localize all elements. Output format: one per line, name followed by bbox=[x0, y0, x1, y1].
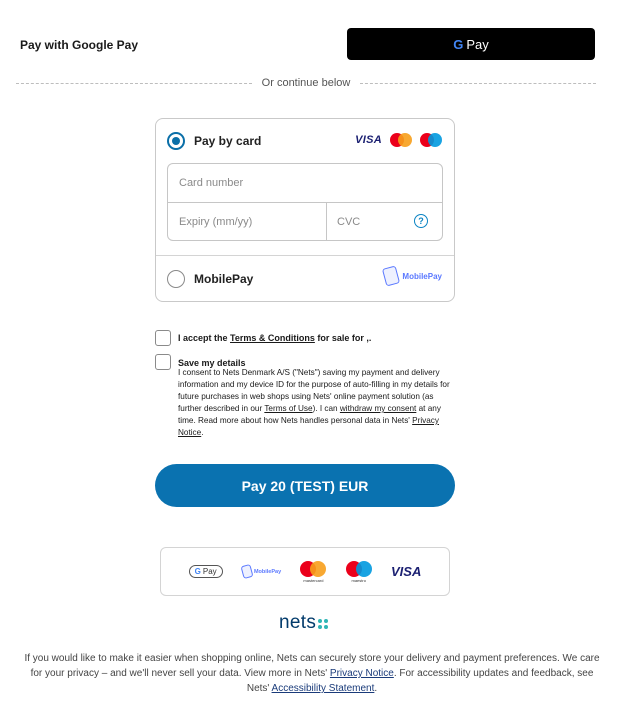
terms-prefix: I accept the bbox=[178, 333, 231, 343]
divider-line-right bbox=[360, 83, 596, 84]
consent-text-3: at any time. Read more about how Nets handles personal data in Nets' bbox=[178, 404, 441, 425]
consent-text-4: . bbox=[201, 428, 204, 437]
save-details-consent-text bbox=[178, 367, 458, 439]
nets-dots-icon bbox=[318, 619, 328, 629]
terms-checkbox[interactable] bbox=[155, 330, 171, 346]
terms-row bbox=[155, 330, 465, 350]
privacy-notice-link[interactable]: Privacy Notice bbox=[178, 416, 439, 437]
google-g-icon: G bbox=[453, 36, 464, 52]
terms-of-use-link[interactable]: Terms of Use bbox=[264, 404, 313, 413]
pay-button[interactable]: Pay 20 (TEST) EUR bbox=[155, 464, 455, 507]
terms-label bbox=[178, 333, 371, 343]
visa-logo-icon: VISA bbox=[355, 134, 382, 146]
field-divider-horizontal bbox=[168, 202, 442, 203]
maestro-logo-icon bbox=[420, 133, 442, 147]
payment-methods-box bbox=[155, 118, 455, 302]
google-pay-logo-icon: G Pay bbox=[189, 565, 223, 578]
field-divider-vertical bbox=[326, 202, 327, 240]
footer-privacy-notice-link[interactable]: Privacy Notice bbox=[329, 668, 394, 679]
mobilepay-title[interactable]: MobilePay bbox=[194, 272, 254, 286]
card-number-input[interactable] bbox=[179, 174, 429, 192]
card-payment-title: Pay by card bbox=[194, 134, 262, 148]
save-details-checkbox[interactable] bbox=[155, 354, 171, 370]
terms-suffix: for sale for ,. bbox=[314, 333, 372, 343]
nets-logo bbox=[279, 612, 328, 634]
mastercard-logo-icon bbox=[390, 133, 412, 147]
accessibility-statement-link[interactable]: Accessibility Statement bbox=[271, 683, 375, 694]
divider-text: Or continue below bbox=[261, 77, 351, 89]
google-pay-button-label: Pay bbox=[466, 36, 489, 52]
consent-text-2: ). I can bbox=[312, 404, 340, 413]
mobilepay-logo-text: MobilePay bbox=[402, 271, 442, 281]
card-radio-button[interactable] bbox=[167, 132, 185, 150]
divider-line-left bbox=[16, 83, 252, 84]
save-details-row bbox=[155, 354, 465, 444]
footer-text-2: . For accessibility updates and feedback, see Nets' bbox=[246, 668, 594, 694]
mobilepay-radio-button[interactable] bbox=[167, 270, 185, 288]
visa-small-logo-icon: VISA bbox=[391, 564, 422, 579]
terms-conditions-link[interactable]: Terms & Conditions bbox=[230, 333, 315, 343]
footer-text bbox=[20, 651, 604, 696]
cvc-help-icon[interactable]: ? bbox=[414, 214, 428, 228]
card-brands bbox=[355, 133, 442, 147]
mobilepay-phone-icon bbox=[382, 265, 400, 286]
google-pay-row bbox=[0, 28, 624, 62]
expiry-input[interactable] bbox=[179, 213, 319, 231]
save-details-title: Save my details bbox=[178, 358, 246, 368]
google-pay-label: Pay with Google Pay bbox=[20, 38, 139, 52]
footer-text-3: . bbox=[374, 683, 378, 694]
footer-text-1: If you would like to make it easier when shopping online, Nets can securely store your delivery and payment preferences. We care for your privacy – and we'll never sell your data. View more in Nets' bbox=[24, 653, 600, 679]
mobilepay-small-logo-icon: MobilePay bbox=[242, 565, 281, 578]
cvc-input[interactable] bbox=[337, 213, 407, 231]
mobilepay-logo-icon bbox=[384, 267, 442, 285]
card-fields-group bbox=[167, 163, 443, 241]
card-payment-section[interactable] bbox=[156, 119, 454, 256]
google-pay-button[interactable] bbox=[347, 28, 595, 60]
or-divider bbox=[16, 76, 596, 90]
accepted-payment-logos bbox=[160, 547, 450, 596]
consent-text-1: I consent to Nets Denmark A/S ("Nets") saving my payment and delivery information and my device ID for the purpose of auto-filling in my details for future purchases in web shops using Nets' online payment solution (as further described in our bbox=[178, 368, 450, 413]
withdraw-consent-link[interactable]: withdraw my consent bbox=[339, 404, 417, 413]
maestro-small-logo-icon: maestro bbox=[346, 561, 372, 583]
mastercard-small-logo-icon: mastercard bbox=[300, 561, 326, 583]
nets-logo-text: nets bbox=[279, 612, 317, 633]
